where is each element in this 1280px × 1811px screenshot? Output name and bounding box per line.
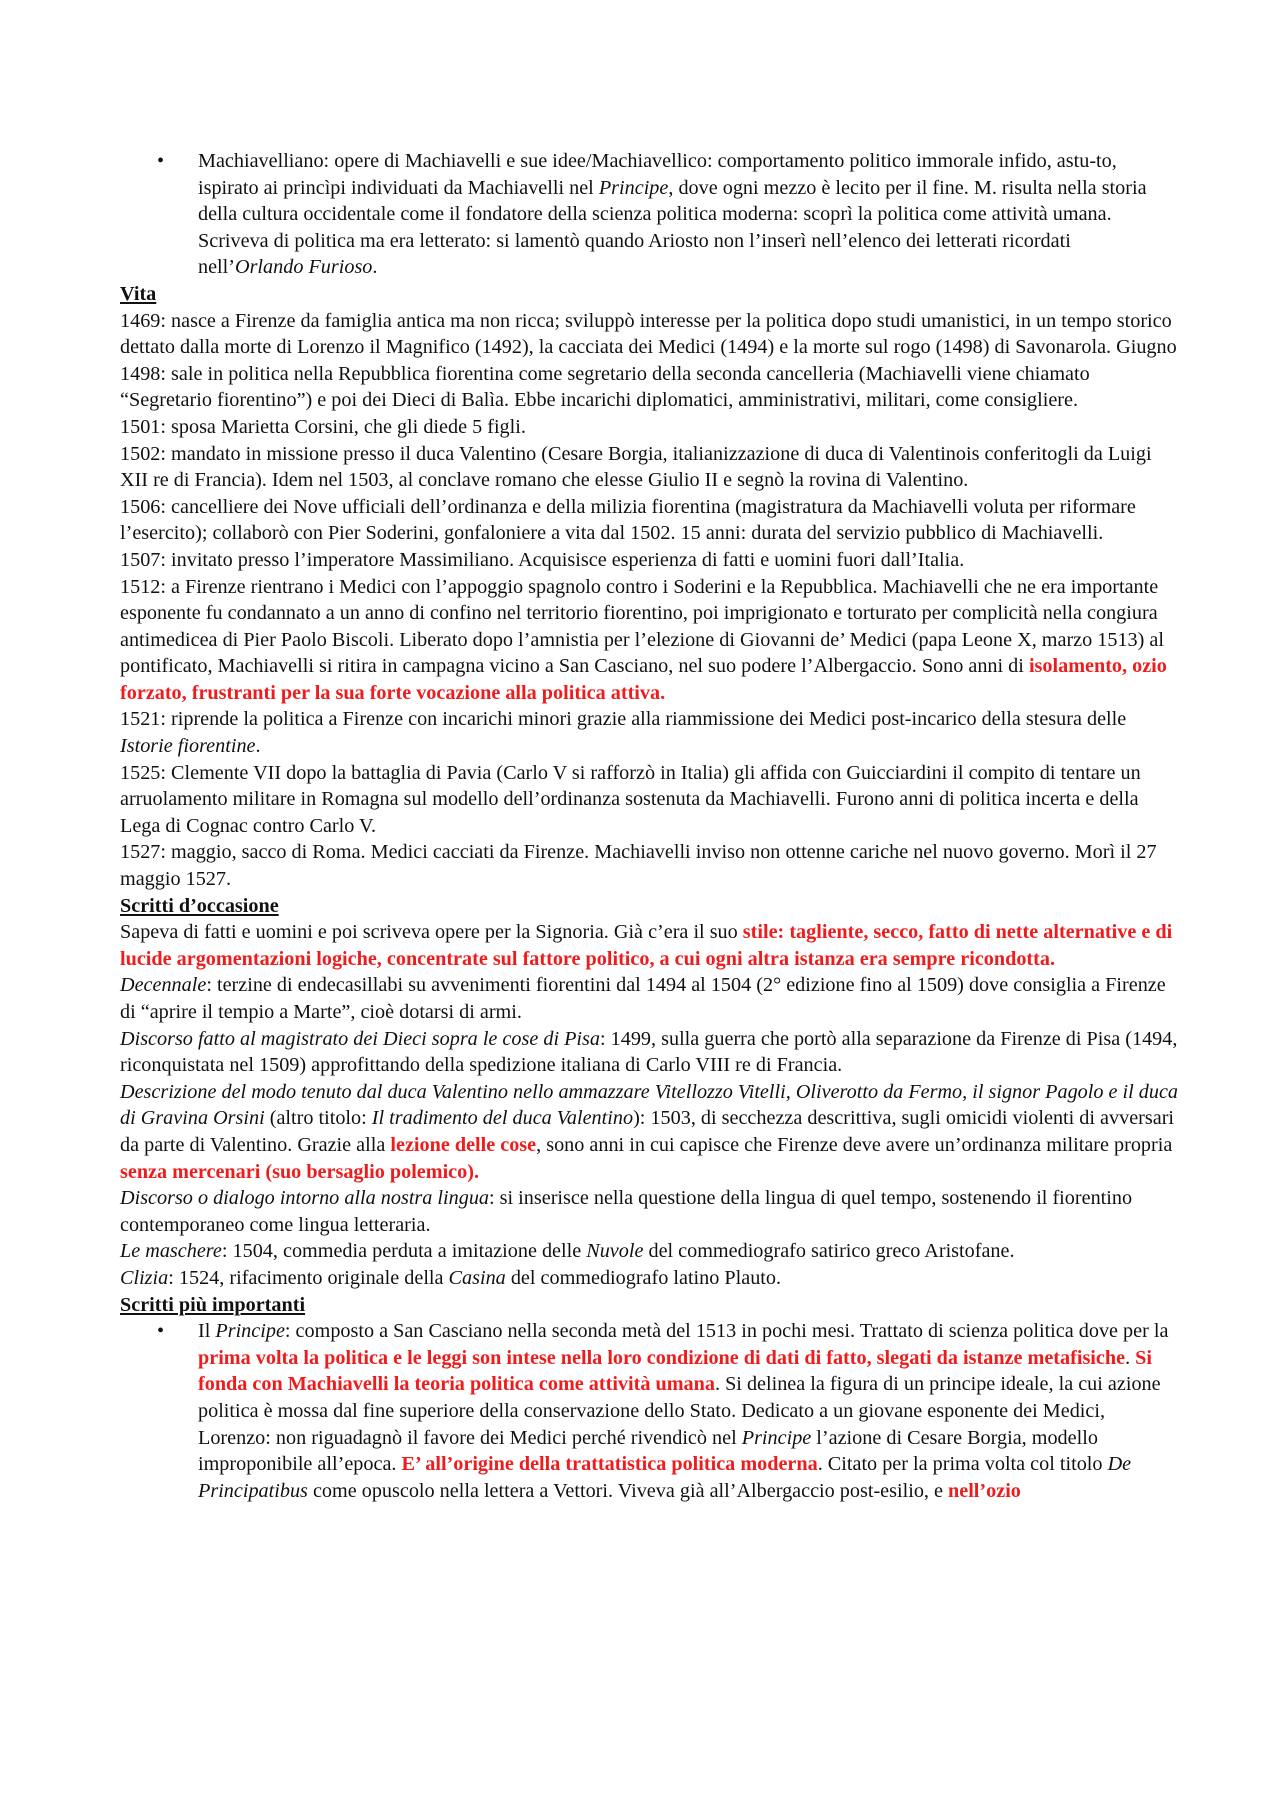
descrizione-alt-title: Il tradimento del duca Valentino [371,1107,634,1130]
vita-1501: 1501: sposa Marietta Corsini, che gli diede 5 figli. [120,415,526,438]
intro-text-3: . [372,256,378,279]
occasione-intro [120,919,1180,972]
vita-1507: 1507: invitato presso l’imperatore Massimiliano. Acquisisce esperienza di fatti e uomini fuori dall’Italia. [120,548,965,571]
decennale-title: Decennale [120,974,207,997]
bullet-icon: • [157,1320,165,1343]
principe-highlight-1: prima volta la politica e le leggi son intese nella loro condizione di dati di fatto, slegati da istanze metafisiche [198,1346,1126,1369]
vita-1521-text: 1521: riprende la politica a Firenze con incarichi minori grazie alla riammissione dei Medici post-incarico della stesura delle [120,708,1127,731]
principe-highlight-2: Si fonda con Machiavelli la teoria politica come attività umana [198,1346,1152,1396]
lingua-text: : si inserisce nella questione della lingua di quel tempo, sostenendo il fiorentino contemporaneo come lingua letteraria. [120,1187,1133,1236]
principe-text-b: : composto a San Casciano nella seconda metà del 1513 in pochi mesi. Trattato di scienza politica dove per la [284,1320,1169,1343]
principe-text-f: . Citato per la prima volta col titolo [817,1453,1108,1476]
vita-1521-end: . [255,735,261,758]
vita-1527: 1527: maggio, sacco di Roma. Medici cacciati da Firenze. Machiavelli inviso non ottenne cariche nel nuovo governo. Morì il 27 maggio 1527. [120,841,1157,891]
clizia-text: : 1524, rifacimento originale della [168,1266,449,1289]
occasione-intro-text: Sapeva di fatti e uomini e poi scriveva opere per la Signoria. Già c’era il suo [120,921,743,944]
principe-bullet-item [120,1318,1180,1504]
descrizione-highlight-1: lezione delle cose [390,1133,537,1156]
section-title-occasione: Scritti d’occasione [120,894,279,917]
principe-highlight-3: E’ all’origine della trattatistica politica moderna [401,1453,818,1476]
bullet-icon: • [157,150,165,172]
descrizione-mid: (altro titolo: [264,1107,372,1130]
vita-1506: 1506: cancelliere dei Nove ufficiali dell’ordinanza e della milizia fiorentina (magistratura da Machiavelli voluta per riformare l’esercito); collaborò con Pier Soderini, gonfaloniere a vita dal 1502. 15 anni: durata del servizio pubblico di Machiavelli. [120,495,1136,545]
principe-text-a: Il [198,1320,216,1343]
vita-1512 [120,574,1180,707]
occasione-clizia [120,1265,1180,1292]
vita-1512-text: 1512: a Firenze rientrano i Medici con l’appoggio spagnolo contro i Soderini e la Repubblica. Machiavelli che ne era importante esponente fu condannato a un anno di confino nel territorio fiorentino, poi imprigionato e torturato per complicità nella congiura antimedicea di Pier Paolo Biscoli. Liberato dopo l’amnistia per l’elezione di Giovanni de’ Medici (papa Leone X, marzo 1513) al pontificato, Machiavelli si ritira in campagna vicino a San Casciano, nel suo podere l’Albergaccio. Sono anni di [120,575,1164,678]
occasione-maschere [120,1238,1180,1265]
clizia-title: Clizia [120,1266,169,1289]
maschere-title: Le maschere [120,1240,222,1263]
descrizione-title: Descrizione del modo tenuto dal duca Valentino nello ammazzare Vitellozzo Vitelli, Oliverotto da Fermo, il signor Pagolo e il duca di Gravina Orsini [120,1080,1179,1130]
vita-1502: 1502: mandato in missione presso il duca Valentino (Cesare Borgia, italianizzazione di duca di Valentinois conferitogli da Luigi XII re di Francia). Idem nel 1503, al conclave romano che elesse Giulio II e segnò la rovina di Valentino. [120,442,1152,492]
principe-text-e: l’azione di Cesare Borgia, modello improponibile all’epoca. [198,1426,1098,1476]
vita-1469: 1469: nasce a Firenze da famiglia antica ma non ricca; sviluppò interesse per la politica dopo studi umanistici, in un tempo storico dettato dalla morte di Lorenzo il Magnifico (1492), la cacciata dei Medici (1494) e la morte sul rogo (1498) di Savonarola. Giugno [120,309,1177,359]
clizia-text-2: del commediografo latino Plauto. [505,1266,782,1289]
document-page [120,148,1180,1504]
section-title-importanti: Scritti più importanti [120,1293,306,1316]
principe-text-g: come opuscolo nella lettera a Vettori. Viveva già all’Albergaccio post-esilio, e [307,1479,949,1502]
vita-1521-istorie: Istorie fiorentine [120,735,256,758]
vita-1521 [120,706,1180,759]
maschere-text-2: del commediografo satirico greco Aristofane. [643,1240,1015,1263]
section-title-vita: Vita [120,282,157,305]
nuvole-title: Nuvole [586,1240,644,1263]
descrizione-text-2: , sono anni in cui capisce che Firenze deve avere un’ordinanza militare propria [536,1133,1173,1156]
occasione-intro-highlight: stile: tagliente, secco, fatto di nette alternative e di lucide argomentazioni logiche, concentrate sul fattore politico, a cui ogni altra istanza era sempre ricondotta. [120,921,1173,970]
casina-title: Casina [448,1266,506,1289]
intro-text-2: , dove ogni mezzo è lecito per il fine. M. risulta nella storia della cultura occidentale come il fondatore della scienza politica moderna: scoprì la politica come attività umana. Scriveva di politica ma era letterato: si lamentò quando Ariosto non l’inserì nell’elenco dei letterati ricordati nell’ [198,176,1147,279]
intro-orlando: Orlando Furioso [235,256,373,279]
principe-title-2: Principe [741,1426,812,1449]
occasione-lingua [120,1185,1180,1238]
vita-1525: 1525: Clemente VII dopo la battaglia di Pavia (Carlo V si rafforzò in Italia) gli affida con Guicciardini il compito di tentare un arruolamento militare in Romagna sul modello dell’ordinanza sostenuta da Machiavelli. Furono anni di politica incerta e della Lega di Cognac contro Carlo V. [120,761,1141,837]
descrizione-text: ): 1503, di secchezza descrittiva, sugli omicidi violenti di avversari da parte di Valentino. Grazie alla [120,1107,1175,1156]
vita-1498: 1498: sale in politica nella Repubblica fiorentina come segretario della seconda cancelleria (Machiavelli viene chiamato “Segretario fiorentino”) e poi dei Dieci di Balìa. Ebbe incarichi diplomatici, amministrativi, militari, come consigliere. [120,362,1090,412]
intro-text: Machiavelliano: opere di Machiavelli e sue idee/Machiavellico: comportamento politico immorale infido, astu-to, ispirato ai princìpi individuati da Machiavelli nel [198,150,1117,199]
occasione-descrizione [120,1079,1180,1185]
vita-1512-highlight: isolamento, ozio forzato, frustranti per la sua forte vocazione alla politica attiva. [120,655,1167,704]
lingua-title: Discorso o dialogo intorno alla nostra lingua [120,1187,490,1210]
occasione-pisa [120,1026,1180,1079]
principe-title: Principe [215,1320,285,1343]
pisa-title: Discorso fatto al magistrato dei Dieci sopra le cose di Pisa [120,1027,600,1050]
pisa-text: : 1499, sulla guerra che portò alla separazione da Firenze di Pisa (1494, riconquistata nel 1509) approfittando della spedizione italiana di Carlo VIII re di Francia. [120,1027,1178,1077]
intro-bullet-item [120,148,1180,281]
principe-highlight-4: nell’ozio [948,1479,1021,1502]
maschere-text: : 1504, commedia perduta a imitazione delle [221,1240,587,1263]
principe-text-c: . [1125,1346,1136,1369]
descrizione-highlight-2: senza mercenari (suo bersaglio polemico). [120,1160,480,1183]
decennale-text: : terzine di endecasillabi su avvenimenti fiorentini dal 1494 al 1504 (2° edizione fino al 1509) dove consiglia a Firenze di “aprire il tempio a Marte”, cioè dotarsi di armi. [120,974,1166,1023]
intro-principe: Principe [598,176,669,199]
de-principatibus-title: De Principatibus [198,1453,1132,1502]
occasione-decennale [120,972,1180,1025]
principe-text-d: . Si delinea la figura di un principe ideale, la cui azione politica è mossa dal fine superiore della conservazione dello Stato. Dedicato a un giovane esponente dei Medici, Lorenzo: non riguadagnò il favore dei Medici perché rivendicò nel [198,1373,1161,1449]
